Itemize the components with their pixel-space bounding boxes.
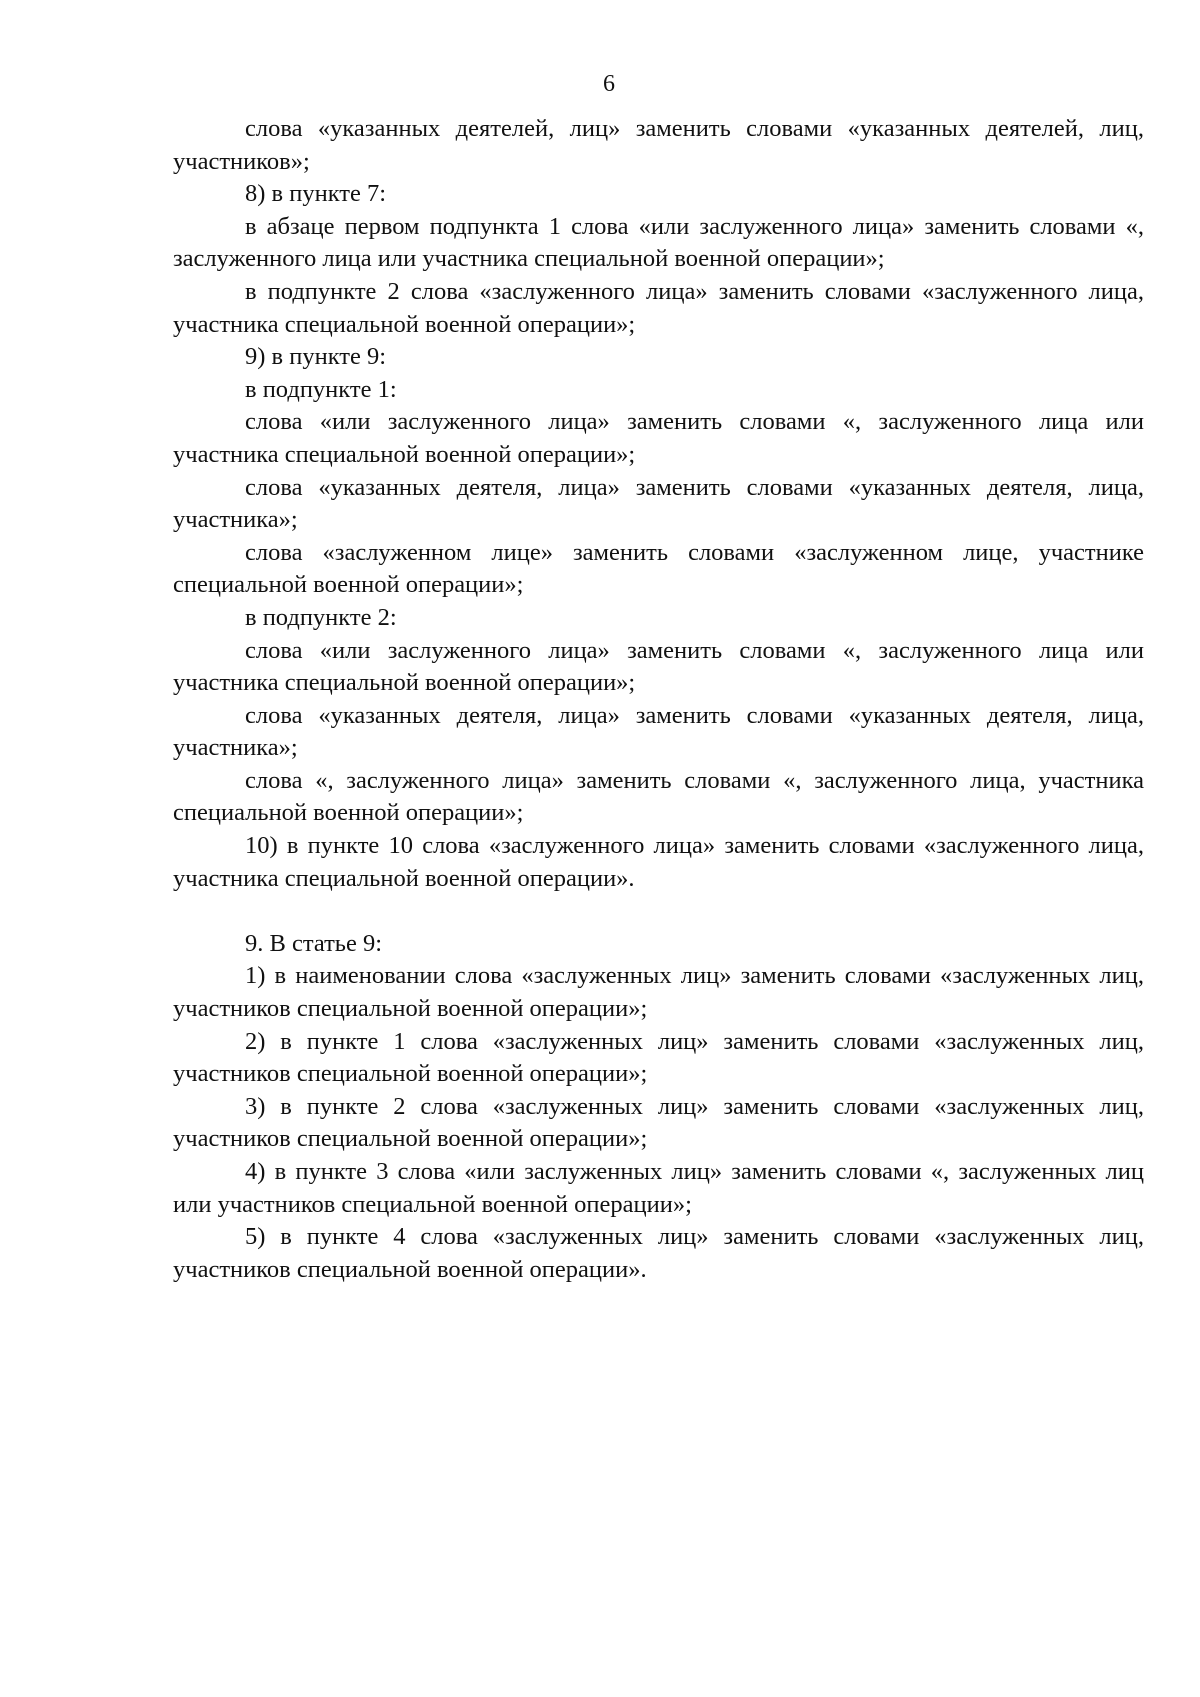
paragraph: в подпункте 2:	[245, 603, 397, 631]
paragraph: 4) в пункте 3 слова «или заслуженных лиц» заменить словами «, заслуженных лиц или участников специальной военной операции»;	[173, 1158, 1144, 1218]
page-number: 6	[603, 71, 615, 97]
paragraph: 9) в пункте 9:	[245, 343, 387, 371]
paragraph: в подпункте 1:	[245, 375, 397, 403]
document-body	[173, 113, 1144, 1286]
paragraph: 1) в наименовании слова «заслуженных лиц» заменить словами «заслуженных лиц, участников специальной военной операции»;	[173, 962, 1144, 1023]
paragraph: 5) в пункте 4 слова «заслуженных лиц» заменить словами «заслуженных лиц, участников специальной военной операции».	[173, 1223, 1144, 1283]
paragraph: 3) в пункте 2 слова «заслуженных лиц» заменить словами «заслуженных лиц, участников специальной военной операции»;	[173, 1092, 1144, 1153]
paragraph: слова «, заслуженного лица» заменить словами «, заслуженного лица, участника специальной военной операции»;	[173, 766, 1144, 827]
paragraph: слова «указанных деятеля, лица» заменить словами «указанных деятеля, лица, участника»;	[173, 701, 1144, 762]
paragraph: слова «или заслуженного лица» заменить словами «, заслуженного лица или участника специальной военной операции»;	[173, 636, 1144, 697]
paragraph: слова «указанных деятеля, лица» заменить словами «указанных деятеля, лица, участника»;	[173, 473, 1144, 534]
paragraph: 8) в пункте 7:	[245, 180, 387, 208]
paragraph: 2) в пункте 1 слова «заслуженных лиц» заменить словами «заслуженных лиц, участников специальной военной операции»;	[173, 1027, 1144, 1088]
paragraph: слова «заслуженном лице» заменить словами «заслуженном лице, участнике специальной военной операции»;	[173, 538, 1144, 599]
paragraph: слова «указанных деятелей, лиц» заменить словами «указанных деятелей, лиц, участников»;	[173, 115, 1144, 175]
paragraph: 10) в пункте 10 слова «заслуженного лица» заменить словами «заслуженного лица, участника специальной военной операции».	[173, 832, 1144, 892]
paragraph-spacer	[173, 895, 1144, 928]
article-heading: 9. В статье 9:	[245, 929, 383, 957]
paragraph: слова «или заслуженного лица» заменить словами «, заслуженного лица или участника специальной военной операции»;	[173, 408, 1144, 468]
paragraph: в подпункте 2 слова «заслуженного лица» заменить словами «заслуженного лица, участника специальной военной операции»;	[173, 277, 1144, 338]
paragraph: в абзаце первом подпункта 1 слова «или заслуженного лица» заменить словами «, заслуженного лица или участника специальной военной операции»;	[173, 212, 1144, 273]
